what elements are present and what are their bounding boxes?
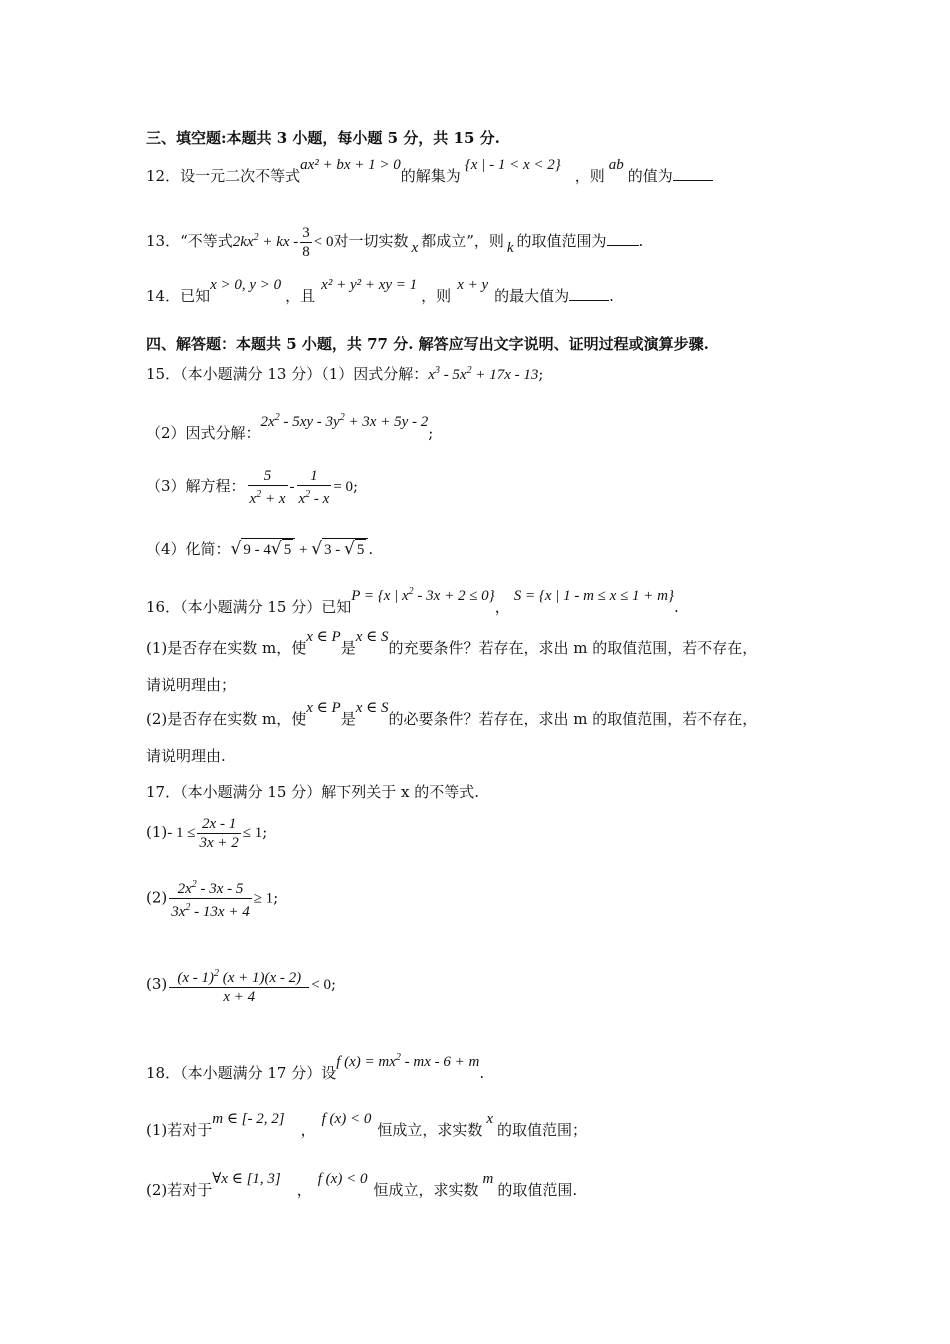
question-16-1b: 请说明理由； bbox=[146, 676, 237, 694]
question-13: 13．“不等式$2kx^2$ + kx - $\frac{3}{8}$ < 0对一切实数 x 都成立”，则 k 的取值范围为 . bbox=[146, 224, 644, 260]
question-17-2: (2) $\frac{2x^2 - 3x - 5}{3x^2 - 13x + 4}$ ≥ 1; bbox=[146, 876, 278, 921]
q13-k: k bbox=[506, 240, 514, 256]
q13-mid2: 都成立”，则 bbox=[421, 232, 504, 250]
question-16-2 bbox=[146, 700, 758, 730]
q17-2-fraction: $\frac{2x^2 - 3x - 5}{3x^2 - 13x + 4}$ bbox=[169, 876, 251, 921]
q15-2-text: （2）因式分解： bbox=[146, 424, 261, 442]
answer-blank bbox=[569, 286, 609, 301]
q15-3-text: （3）解方程： bbox=[146, 477, 246, 495]
q16-is: 是 bbox=[340, 639, 356, 657]
q12-text-mid: 的解集为 bbox=[400, 167, 461, 185]
q14-equation: x² + y² + xy = 1 bbox=[321, 277, 418, 293]
q13-text: 13．“不等式 bbox=[146, 232, 233, 250]
question-12 bbox=[146, 157, 713, 187]
q18-1-tail: 的取值范围； bbox=[497, 1121, 588, 1139]
q18-2-tail: 的取值范围. bbox=[497, 1181, 578, 1199]
q18-head-text: 18．（本小题满分 17 分）设 bbox=[146, 1064, 337, 1082]
q16-x-in-p-2: x ∈ P bbox=[306, 700, 341, 716]
q12-text: 12．设一元二次不等式 bbox=[146, 167, 301, 185]
q18-2-text: (2)若对于 bbox=[146, 1181, 213, 1199]
q16-2-text: (2)是否存在实数 m，使 bbox=[146, 710, 307, 728]
q18-2-fx: f (x) < 0 bbox=[317, 1171, 368, 1187]
q18-2-range: ∀x ∈ [1, 3] bbox=[212, 1171, 281, 1187]
q16-1-text: (1)是否存在实数 m，使 bbox=[146, 639, 307, 657]
question-15-4: （4）化简：√ 9 - 4√ 5 + √ 3 - √ 5 . bbox=[146, 539, 374, 559]
question-18-head: 18．（本小题满分 17 分）设f $(x) = mx^2$ - mx - 6 + m. bbox=[146, 1052, 485, 1082]
question-16-1 bbox=[146, 629, 758, 659]
q17-3-fraction: $\frac{(x - 1)^2 (x + 1)(x - 2)}{x + 4}$ bbox=[169, 965, 309, 1006]
question-15-head: 15．（本小题满分 13 分）（1）因式分解：$x^3 - 5x^2 + 17x - 13$; bbox=[146, 365, 544, 383]
q15-3-fraction-1: $\frac{5}{x^2 + x}$ bbox=[249, 467, 286, 507]
answer-blank bbox=[607, 231, 639, 246]
q12-solution-set: {x | - 1 < x < 2} bbox=[464, 157, 561, 173]
q18-1-fx: f (x) < 0 bbox=[321, 1111, 372, 1127]
section3-heading: 三、填空题:本题共 3 小题，每小题 5 分，共 15 分. bbox=[146, 129, 500, 147]
q16-x-in-p: x ∈ P bbox=[306, 629, 341, 645]
q18-1-mid: 恒成立，求实数 bbox=[377, 1121, 483, 1139]
question-17-1: (1)- 1 ≤ $\frac{2x - 1}{3x + 2}$ ≤ 1; bbox=[146, 815, 268, 851]
question-15-3: （3）解方程： $\frac{5}{x^2 + x}$ - $\frac{1}{x^2 - x}$ = 0; bbox=[146, 467, 359, 507]
q12-tail: 的值为 bbox=[627, 167, 673, 185]
q12-inequality: ax² + bx + 1 > 0 bbox=[300, 157, 401, 173]
q16-x-in-s-2: x ∈ S bbox=[355, 700, 389, 716]
q14-and: ，且 bbox=[285, 287, 316, 305]
q17-2-label: (2) bbox=[146, 888, 168, 907]
section4-heading: 四、解答题：本题共 5 小题，共 77 分. 解答应写出文字说明、证明过程或演算步骤. bbox=[146, 335, 709, 353]
q14-expr: x + y bbox=[457, 277, 489, 293]
question-16-2b: 请说明理由. bbox=[146, 747, 226, 765]
q17-1-label: (1) bbox=[146, 823, 168, 841]
q15-4-text: （4）化简： bbox=[146, 540, 231, 558]
q14-tail: 的最大值为 bbox=[494, 287, 570, 305]
q16-x-in-s: x ∈ S bbox=[355, 629, 389, 645]
question-18-1: (1)若对于m ∈ [- 2, 2]，f (x) < 0恒成立，求实数x的取值范围； bbox=[146, 1111, 588, 1139]
q18-1-text: (1)若对于 bbox=[146, 1121, 213, 1139]
question-17-head: 17．（本小题满分 15 分）解下列关于 x 的不等式. bbox=[146, 783, 479, 801]
q18-function: f $(x) = mx^2$ - mx - 6 + m bbox=[336, 1052, 480, 1070]
q13-x: x bbox=[411, 240, 419, 256]
q15-3-fraction-2: $\frac{1}{x^2 - x}$ bbox=[298, 467, 330, 507]
q14-then: ，则 bbox=[421, 287, 452, 305]
q16-set-s: S = {x | 1 - m ≤ x ≤ 1 + m} bbox=[513, 588, 675, 604]
question-18-2: (2)若对于∀x ∈ [1, 3]，f (x) < 0恒成立，求实数m的取值范围. bbox=[146, 1171, 578, 1199]
q15-1-expr: $x^3 - 5x^2 + 17x - 13$ bbox=[428, 365, 539, 383]
q14-text: 14．已知 bbox=[146, 287, 211, 305]
q17-1-fraction: $\frac{2x - 1}{3x + 2}$ bbox=[199, 815, 239, 851]
answer-blank bbox=[673, 166, 713, 181]
q16-is-2: 是 bbox=[340, 710, 356, 728]
question-15-2: （2）因式分解：$2x^2 - 5xy - 3y^2 + 3x + 5y - 2$; bbox=[146, 412, 434, 442]
q16-head-text: 16．（本小题满分 15 分）已知 bbox=[146, 598, 352, 616]
question-14: 14．已知x > 0, y > 0，且x² + y² + xy = 1，则x + y的最大值为 . bbox=[146, 277, 614, 305]
question-16-head: 16．（本小题满分 15 分）已知P = {x | $x^2 - 3x + 2 \le 0$}，S = {x | 1 - m ≤ x ≤ 1 + m}. bbox=[146, 586, 679, 616]
question-17-3: (3) $\frac{(x - 1)^2 (x + 1)(x - 2)}{x + 4}$ < 0; bbox=[146, 962, 336, 1007]
q16-1-cond: 的充要条件？若存在，求出 m 的取值范围，若不存在， bbox=[388, 639, 758, 657]
q14-condition: x > 0, y > 0 bbox=[210, 277, 282, 293]
q12-ab: ab bbox=[608, 157, 624, 173]
q13-fraction: $\frac{3}{8}$ bbox=[302, 224, 310, 260]
q15-4-expr: √ 9 - 4√ 5 + √ 3 - √ 5 bbox=[231, 542, 369, 558]
q13-mid: 对一切实数 bbox=[333, 232, 409, 250]
q13-tail: 的取值范围为 bbox=[516, 232, 607, 250]
q17-3-label: (3) bbox=[146, 975, 168, 993]
q16-2-cond: 的必要条件？若存在，求出 m 的取值范围，若不存在， bbox=[388, 710, 758, 728]
q18-2-mid: 恒成立，求实数 bbox=[373, 1181, 479, 1199]
q15-head-text: 15．（本小题满分 13 分）（1）因式分解： bbox=[146, 365, 429, 383]
q16-set-p: P = {x | $x^2 - 3x + 2 \le 0$} bbox=[351, 586, 495, 604]
q15-2-expr: $2x^2 - 5xy - 3y^2 + 3x + 5y - 2$ bbox=[260, 412, 429, 430]
q18-1-range: m ∈ [- 2, 2] bbox=[212, 1111, 285, 1127]
q12-then: ，则 bbox=[574, 167, 605, 185]
